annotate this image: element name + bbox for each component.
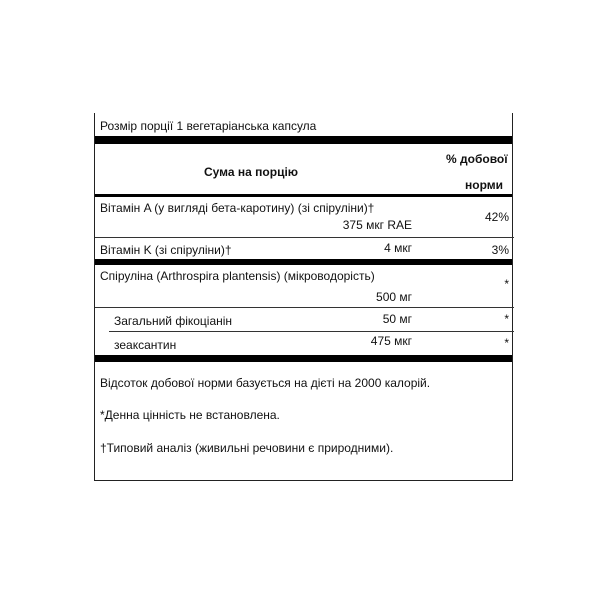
row-divider — [95, 237, 514, 238]
nutrient-daily-value: * — [504, 312, 509, 326]
nutrient-daily-value: * — [504, 336, 509, 350]
nutrient-daily-value: * — [504, 277, 509, 291]
bottom-divider — [95, 355, 512, 362]
serving-size: Розмір порції 1 вегетаріанська капсула — [100, 119, 317, 133]
supplement-facts-panel — [94, 113, 513, 481]
nutrient-amount: 50 мг — [382, 312, 412, 326]
nutrient-amount: 375 мкг RAE — [342, 218, 412, 232]
nutrient-daily-value: 42% — [484, 210, 509, 224]
footnote-not-established: *Денна цінність не встановлена. — [100, 408, 280, 422]
nutrient-amount: 4 мкг — [384, 241, 412, 255]
footnote-daily-value: Відсоток добової норми базується на дієті на 2000 калорій. — [100, 376, 431, 390]
daily-value-header-line2: норми — [465, 178, 504, 192]
nutrient-name: Спіруліна (Arthrospira plantensis) (мікроводорість) — [100, 269, 375, 283]
nutrient-daily-value: 3% — [491, 243, 509, 257]
nutrient-name: Вітамін K (зі спіруліни)† — [100, 243, 232, 257]
row-divider — [109, 331, 514, 332]
nutrient-name: Загальний фікоціанін — [114, 314, 233, 328]
nutrient-name: зеаксантин — [114, 338, 177, 352]
nutrient-name: Вітамін A (у вигляді бета-каротину) (зі спіруліни)† — [100, 201, 375, 215]
nutrient-amount: 500 мг — [376, 290, 412, 304]
amount-per-serving-header: Сума на порцію — [204, 165, 299, 179]
footnote-typical-analysis: †Типовий аналіз (живильні речовини є природними). — [100, 441, 394, 455]
daily-value-header-line1: % добової — [446, 152, 508, 166]
section-divider — [95, 259, 512, 265]
row-divider — [95, 307, 514, 308]
thick-divider — [95, 136, 512, 144]
nutrient-amount: 475 мкг — [370, 334, 412, 348]
header-divider — [95, 194, 512, 197]
